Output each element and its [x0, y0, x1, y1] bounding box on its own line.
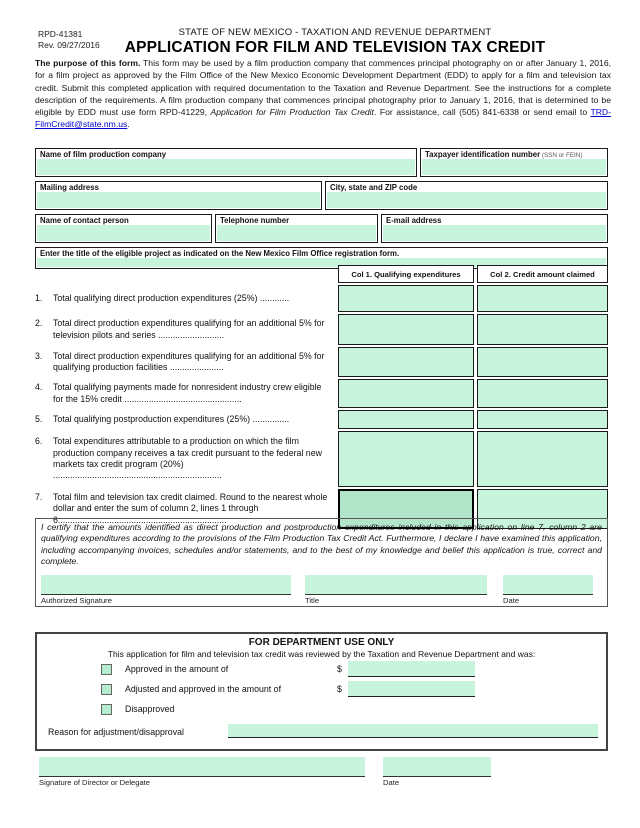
mailing-address-input[interactable] [37, 192, 320, 208]
contact-person-label: Name of contact person [40, 216, 129, 225]
approved-checkbox[interactable] [101, 664, 112, 675]
form-number: RPD-41381 [38, 29, 83, 39]
date-block [503, 575, 593, 605]
taxpayer-id-cell [420, 148, 608, 177]
line-2-text: Total direct production expenditures qualifying for an additional 5% for television pilots and series ........................... [53, 318, 325, 340]
approved-amount-input[interactable] [348, 661, 475, 677]
director-signature-row [39, 757, 491, 787]
line-3-row [35, 347, 608, 377]
line-6-col2-input[interactable] [477, 431, 608, 487]
company-name-input[interactable] [37, 159, 415, 175]
line-4-row [35, 379, 608, 408]
line-6-text: Total expenditures attributable to a production on which the film production company receives a tax credit pursuant to the federal new markets tax credit program (20%) ..................................................................... [53, 436, 322, 481]
line-1-number: 1. [35, 292, 43, 303]
form-header [60, 27, 610, 57]
line-6-number: 6. [35, 436, 43, 447]
adjusted-option-row [101, 679, 606, 699]
line-2-number: 2. [35, 318, 43, 329]
email-label: E-mail address [386, 216, 442, 225]
line-2-col1-input[interactable] [338, 314, 474, 345]
line-5-text: Total qualifying postproduction expenditures (25%) ............... [53, 413, 290, 424]
email-input[interactable] [383, 225, 606, 241]
col1-header: Col 1. Qualifying expenditures [338, 265, 474, 283]
approved-option-row [101, 659, 606, 679]
film-credit-email-link[interactable]: TRD-FilmCredit@state.nm.us [35, 107, 611, 130]
reason-row [48, 724, 606, 738]
line-6-col1-input[interactable] [338, 431, 474, 487]
purpose-lead: The purpose of this form. [35, 58, 141, 68]
line-5-row [35, 410, 608, 429]
adjusted-checkbox[interactable] [101, 684, 112, 695]
director-date-label: Date [383, 778, 400, 787]
disapproved-option-row [101, 699, 606, 719]
email-cell [381, 214, 608, 243]
authorized-signature-input[interactable] [41, 575, 291, 595]
purpose-text-2: . For assistance, call (505) 841-6338 or send email to [373, 107, 591, 118]
purpose-text-1: This form may be used by a film production company that commences principal photography on or after January 1, 2016, for a film project as approved by the Film Office of the New Mexico Economic Development Department (EDD) to apply for a film and television tax credit. Submit this completed application with required documentation to the Taxation and Revenue Department. See the instructions for a complete description of the requirements. A film production company that commences principal photography prior to January 1, 2016, that is determined to be eligible by EDD must use form RPD-41229, [35, 58, 611, 118]
taxpayer-id-input[interactable] [422, 159, 606, 175]
line-4-text: Total qualifying payments made for nonresident industry crew eligible for the 15% credit ................................................ [53, 382, 322, 404]
contact-person-input[interactable] [37, 225, 210, 241]
mailing-address-label: Mailing address [40, 183, 99, 192]
company-name-label: Name of film production company [40, 150, 167, 159]
city-state-zip-input[interactable] [327, 192, 606, 208]
purpose-paragraph [35, 57, 611, 131]
director-signature-label: Signature of Director or Delegate [39, 778, 151, 787]
line-1-row [35, 285, 608, 312]
credit-calculation-table [35, 265, 608, 531]
reason-input[interactable] [228, 724, 598, 738]
purpose-form-reference: Application for Film Production Tax Credit [210, 107, 374, 118]
title-input[interactable] [305, 575, 487, 595]
line-3-text: Total direct production expenditures qualifying for an additional 5% for qualifying production facilities ...................... [53, 350, 325, 372]
line-4-number: 4. [35, 382, 43, 393]
telephone-cell [215, 214, 378, 243]
line-5-number: 5. [35, 413, 43, 424]
approved-label: Approved in the amount of [125, 664, 229, 674]
telephone-input[interactable] [217, 225, 376, 241]
line-7-text: Total film and television tax credit claimed. Round to the nearest whole dollar and enter the sum of column 2, lines 1 through 6..................................................................... [53, 491, 328, 525]
line-5-col1-input[interactable] [338, 410, 474, 429]
date-input[interactable] [503, 575, 593, 595]
city-state-zip-label: City, state and ZIP code [330, 183, 418, 192]
title-label: Title [305, 595, 320, 605]
form-title: APPLICATION FOR FILM AND TELEVISION TAX CREDIT [124, 39, 546, 56]
department-use-only-section [35, 632, 608, 751]
agency-name: STATE OF NEW MEXICO - TAXATION AND REVENUE DEPARTMENT [178, 27, 492, 38]
col2-header: Col 2. Credit amount claimed [477, 265, 608, 283]
mailing-address-cell [35, 181, 322, 210]
line-7-number: 7. [35, 491, 43, 502]
line-4-col2-input[interactable] [477, 379, 608, 408]
adjusted-label: Adjusted and approved in the amount of [125, 684, 282, 694]
identification-fields [35, 148, 608, 273]
adjusted-amount-input[interactable] [348, 681, 475, 697]
line-3-col1-input[interactable] [338, 347, 474, 377]
line-6-row [35, 431, 608, 487]
line-1-col1-input[interactable] [338, 285, 474, 312]
director-date-block [383, 757, 491, 787]
reason-label: Reason for adjustment/disapproval [48, 727, 184, 737]
line-2-col2-input[interactable] [477, 314, 608, 345]
contact-person-cell [35, 214, 212, 243]
line-3-col2-input[interactable] [477, 347, 608, 377]
director-signature-input[interactable] [39, 757, 365, 777]
director-signature-block [39, 757, 365, 787]
telephone-label: Telephone number [220, 216, 290, 225]
line-1-text: Total qualifying direct production expenditures (25%) ............ [53, 292, 290, 303]
taxpayer-id-label: Taxpayer identification number (SSN or FEIN) [425, 150, 583, 159]
title-block [305, 575, 487, 605]
form-revision: Rev. 09/27/2016 [38, 40, 100, 50]
approved-dollar-sign: $ [337, 664, 342, 674]
line-5-col2-input[interactable] [477, 410, 608, 429]
adjusted-dollar-sign: $ [337, 684, 342, 694]
date-label: Date [503, 595, 520, 605]
director-date-input[interactable] [383, 757, 491, 777]
department-section-title: FOR DEPARTMENT USE ONLY [248, 637, 395, 648]
company-name-cell [35, 148, 417, 177]
line-2-row [35, 314, 608, 345]
disapproved-checkbox[interactable] [101, 704, 112, 715]
certification-statement: I certify that the amounts identified as direct production and postproduction expenditures included in this application on line 7, column 2 are qualifying expenditures according to the provisions of the Film Production Tax Credit Act. Furthermore, I declare I have examined this application, including accompanying invoices, schedules and/or statements, and to the best of my knowledge and belief this application is true, correct and complete. [41, 522, 602, 567]
department-section-subtitle: This application for film and television tax credit was reviewed by the Taxation and Revenue Department and was: [107, 649, 536, 659]
city-state-zip-cell [325, 181, 608, 210]
project-title-label: Enter the title of the eligible project as indicated on the New Mexico Film Office registration form. [40, 249, 400, 258]
purpose-text-3: . [127, 119, 130, 130]
authorized-signature-block [41, 575, 291, 605]
certification-section [35, 518, 608, 607]
disapproved-label: Disapproved [125, 704, 175, 714]
taxpayer-id-suffix: (SSN or FEIN) [540, 152, 583, 159]
line-3-number: 3. [35, 350, 43, 361]
line-4-col1-input[interactable] [338, 379, 474, 408]
line-1-col2-input[interactable] [477, 285, 608, 312]
authorized-signature-label: Authorized Signature [41, 595, 112, 605]
